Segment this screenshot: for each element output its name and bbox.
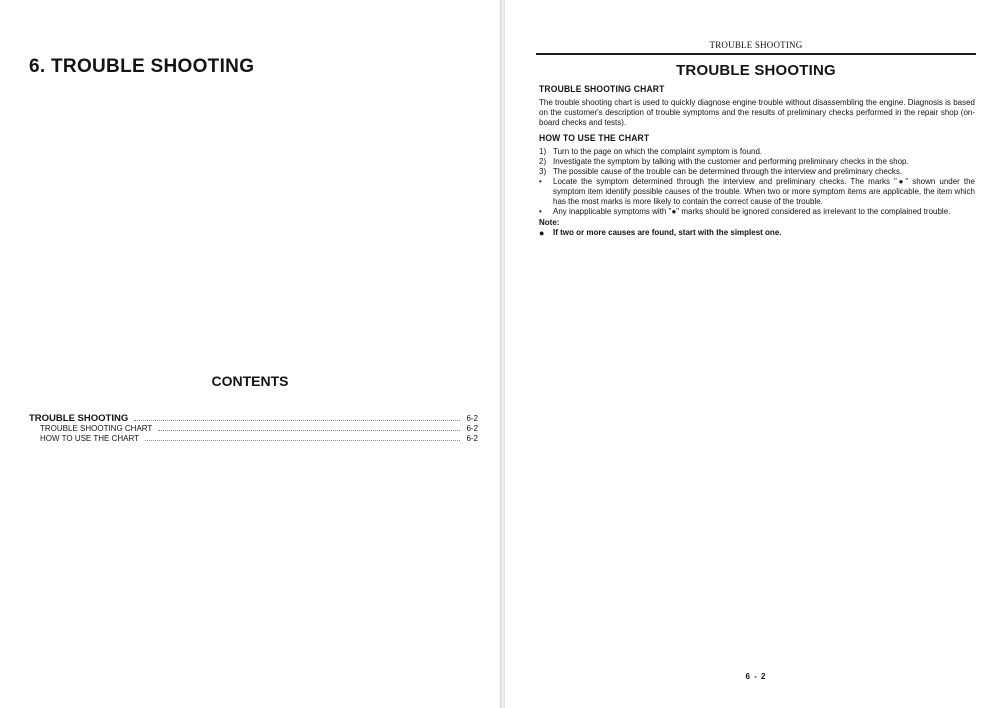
page-number: 6 - 2 <box>745 672 767 681</box>
bullet-icon: • <box>539 177 542 186</box>
toc-entry-page: 6-2 <box>466 414 478 423</box>
note-item <box>539 228 975 238</box>
toc-leader-dots <box>145 440 460 441</box>
toc-entry-page: 6-2 <box>466 434 478 443</box>
toc-entry-page: 6-2 <box>466 423 478 433</box>
toc-leader-dots <box>158 430 460 431</box>
list-marker: 1) <box>539 147 547 156</box>
toc-entry-trouble-shooting-chart[interactable] <box>29 424 478 435</box>
list-item-text: Turn to the page on which the complaint symptom is found. <box>553 147 763 156</box>
header-rule <box>536 53 976 55</box>
toc-entry-trouble-shooting[interactable] <box>29 413 478 424</box>
list-item-text: The possible cause of the trouble can be determined through the interview and preliminary checks. <box>553 167 903 176</box>
left-page <box>0 0 500 708</box>
list-item-text: Locate the symptom determined through the interview and preliminary checks. The marks "●" shown under the symptom item identify possible causes of the trouble. When two or more symptom items are applicable, the item which has the most marks is more likely to contain the correct cause of the trouble. <box>553 177 975 206</box>
list-item-text: Any inapplicable symptoms with "●" marks should be ignored considered as irrelevant to the complained trouble. <box>553 207 951 216</box>
contents-title: CONTENTS <box>211 373 289 389</box>
table-of-contents <box>29 413 478 445</box>
toc-entry-label: TROUBLE SHOOTING CHART <box>40 423 153 433</box>
running-head: TROUBLE SHOOTING <box>709 40 803 50</box>
list-item <box>539 207 975 217</box>
toc-entry-label: TROUBLE SHOOTING <box>29 413 129 424</box>
howto-steps <box>539 147 975 217</box>
toc-entry-label: HOW TO USE THE CHART <box>40 434 139 443</box>
list-marker: 2) <box>539 157 547 166</box>
chart-heading: TROUBLE SHOOTING CHART <box>539 84 665 95</box>
section-title: TROUBLE SHOOTING <box>676 62 836 79</box>
howto-heading: HOW TO USE THE CHART <box>539 133 650 144</box>
bullet-icon: ● <box>539 228 545 238</box>
bullet-icon: • <box>539 207 542 216</box>
list-marker: 3) <box>539 167 547 176</box>
section-body <box>539 85 975 238</box>
list-item-text: Investigate the symptom by talking with the customer and performing preliminary checks in the shop. <box>553 157 909 166</box>
note-text: If two or more causes are found, start with the simplest one. <box>553 228 782 237</box>
list-item <box>539 167 975 177</box>
chapter-title: 6. TROUBLE SHOOTING <box>29 56 255 77</box>
chart-paragraph: The trouble shooting chart is used to quickly diagnose engine trouble without disassembling the engine. Diagnosis is based on the customer's description of trouble symptoms and the results of preliminary checks performed in the repair shop (on-board checks and tests). <box>539 98 975 127</box>
note-label: Note: <box>539 218 560 227</box>
list-item <box>539 157 975 167</box>
list-item <box>539 147 975 157</box>
toc-leader-dots <box>134 420 460 421</box>
list-item <box>539 177 975 207</box>
toc-entry-how-to-use-the-chart[interactable] <box>29 434 478 445</box>
